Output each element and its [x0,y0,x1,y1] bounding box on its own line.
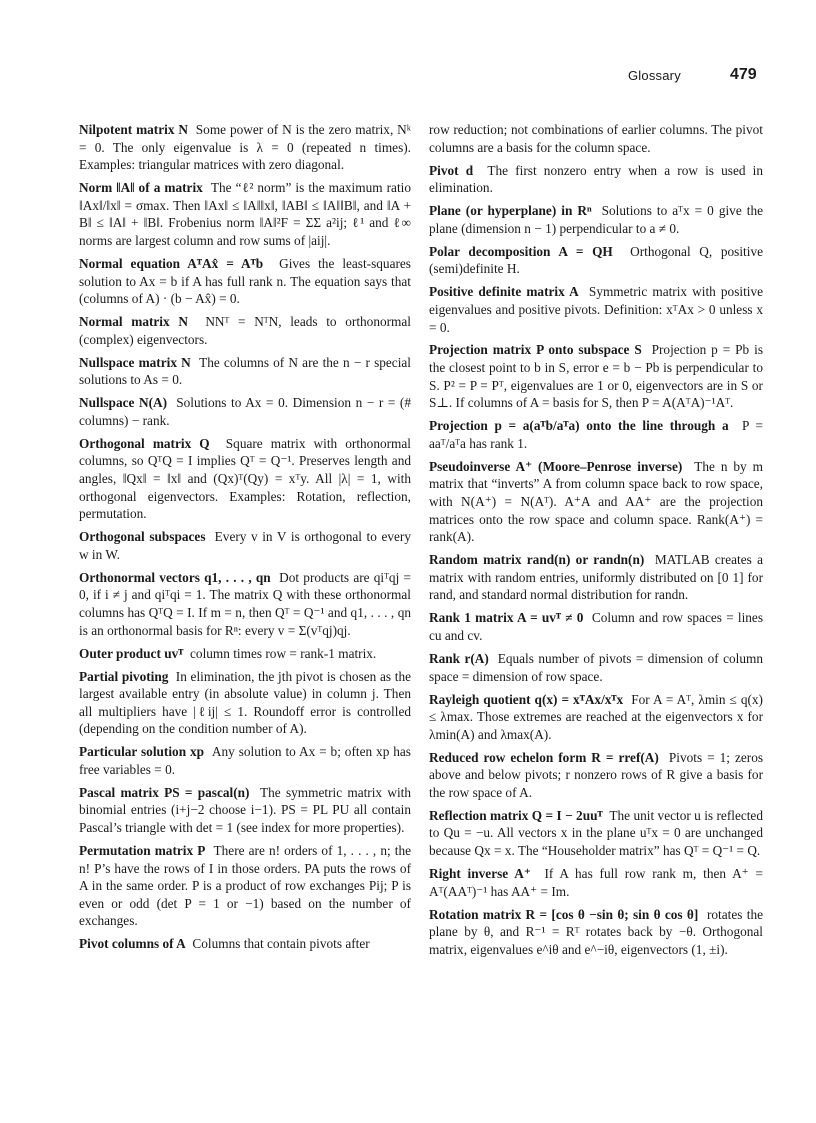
glossary-entry [429,650,763,685]
glossary-entry [79,255,411,308]
glossary-term: Normal matrix N [79,314,188,330]
glossary-definition: Gives the least-squares solution to Ax = b if A has full rank n. The equation says that (columns of A) · (b − Ax̂) = 0. [79,255,411,307]
glossary-entry [79,842,411,930]
glossary-entry [79,935,411,953]
glossary-definition: The unit vector u is reflected to Qu = −u. All vectors x in the plane uᵀx = 0 are unchanged because Qx = x. The “Householder matrix” has Qᵀ = Q⁻¹ = Q. [429,807,763,859]
glossary-term: Pivot columns of A [79,936,186,952]
glossary-term: Outer product uvᵀ [79,645,184,661]
glossary-term: Pivot d [429,162,474,178]
glossary-term: Random matrix rand(n) or randn(n) [429,552,645,568]
glossary-entry [79,121,411,174]
glossary-term: Reduced row echelon form R = rref(A) [429,749,659,765]
glossary-term: Rayleigh quotient q(x) = xᵀAx/xᵀx [429,691,624,707]
glossary-definition: Projection p = Pb is the closest point to b in S, error e = b − Pb is perpendicular to S. P² = P = Pᵀ, eigenvalues are 1 or 0, eigenvectors are in S or S⊥. If columns of A = basis for S, then P = A(AᵀA)⁻¹Aᵀ. [429,342,763,411]
glossary-entry [79,528,411,563]
glossary-term: Nilpotent matrix N [79,122,188,137]
glossary-definition: If A has full row rank m, then A⁺ = Aᵀ(AAᵀ)⁻¹ has AA⁺ = Im. [429,866,763,899]
glossary-entry [79,645,411,663]
glossary-term: Pseudoinverse A⁺ (Moore–Penrose inverse) [429,458,683,474]
glossary-term: Rotation matrix R = [cos θ −sin θ; sin θ cos θ] [429,906,699,922]
glossary-definition: row reduction; not combinations of earlier columns. The pivot columns are a basis for the column space. [429,122,763,155]
glossary-entry [429,243,763,278]
glossary-entry [429,283,763,336]
glossary-definition: Pivots = 1; zeros above and below pivots; r nonzero rows of R give a basis for the row space of A. [429,749,764,800]
right-column [429,121,763,964]
glossary-definition: For A = Aᵀ, λmin ≤ q(x) ≤ λmax. Those extremes are reached at the eigenvectors x for λmin(A) and λmax(A). [429,691,763,742]
glossary-entry [79,394,411,429]
glossary-entry [429,551,763,604]
glossary-entry [429,121,763,156]
glossary-entry [429,749,763,802]
glossary-term: Rank 1 matrix A = uvᵀ ≠ 0 [429,610,584,626]
glossary-definition: The n by m matrix that “inverts” A from column space back to row space, with N(A⁺) = N(Aᵀ). A⁺A and AA⁺ are the projection matrices onto the row space and column space. Rank(A⁺) = rank(A). [429,458,763,545]
glossary-entry [429,162,763,197]
glossary-entry [429,609,763,644]
glossary-entry [429,906,763,959]
glossary-definition: In elimination, the jth pivot is chosen as the largest available entry (in absolute value) in column j. Then all multipliers have |ℓij| ≤ 1. Roundoff error is controlled (depending on the condition number of A). [79,668,411,737]
running-head-section: Glossary [628,68,681,83]
glossary-term: Orthogonal subspaces [79,529,206,545]
glossary-definition: Orthogonal Q, positive (semi)definite H. [429,243,763,277]
glossary-term: Positive definite matrix A [429,284,579,300]
glossary-entry [79,743,411,778]
glossary-entry [79,569,411,639]
glossary-entry [79,179,411,249]
glossary-definition: column times row = rank-1 matrix. [190,645,377,661]
glossary-definition: MATLAB creates a matrix with random entries, uniformly distributed on [0 1] for rand, and standard normal distribution for randn. [429,552,763,603]
glossary-term: Right inverse A⁺ [429,866,531,882]
glossary-definition: Any solution to Ax = b; often xp has free variables = 0. [79,744,411,777]
page-header [0,66,816,88]
glossary-definition: Some power of N is the zero matrix, Nᵏ = 0. The only eigenvalue is λ = 0 (repeated n times). Examples: triangular matrices with zero diagonal. [79,122,411,173]
glossary-entry [429,417,763,452]
glossary-definition: The first nonzero entry when a row is used in elimination. [429,162,763,196]
glossary-term: Nullspace matrix N [79,354,191,370]
glossary-term: Plane (or hyperplane) in Rⁿ [429,203,592,219]
glossary-term: Orthonormal vectors q1, . . . , qn [79,569,271,585]
glossary-term: Orthogonal matrix Q [79,435,210,451]
glossary-definition: The columns of N are the n − r special solutions to As = 0. [79,354,411,388]
glossary-definition: Columns that contain pivots after [192,936,370,952]
glossary-definition: rotates the plane by θ, and R⁻¹ = Rᵀ rotates back by −θ. Orthogonal matrix, eigenvalues e^iθ and e^−iθ, eigenvectors (1, ±i). [429,906,764,957]
glossary-definition: Dot products are qiᵀqj = 0, if i ≠ j and qiᵀqi = 1. The matrix Q with these orthonormal columns has QᵀQ = I. If m = n, then Qᵀ = Q⁻¹ and q1, . . . , qn is an orthonormal basis for Rⁿ: every v = Σ(vᵀqj)qj. [79,569,411,638]
glossary-entry [79,313,411,348]
glossary-definition: NNᵀ = NᵀN, leads to orthonormal (complex) eigenvectors. [79,314,411,347]
glossary-entry [429,202,763,237]
glossary-definition: Equals number of pivots = dimension of column space = dimension of row space. [429,650,763,684]
left-column [79,121,411,958]
glossary-term: Permutation matrix P [79,843,206,859]
glossary-term: Projection p = a(aᵀb/aᵀa) onto the line through a [429,418,729,434]
glossary-entry [79,668,411,738]
glossary-term: Projection matrix P onto subspace S [429,342,642,358]
glossary-definition: Symmetric matrix with positive eigenvalues and positive pivots. Definition: xᵀAx > 0 unless x = 0. [429,284,764,335]
glossary-entry [429,691,763,744]
page-number: 479 [730,66,757,83]
glossary-entry [429,341,763,411]
glossary-term: Norm ‖A‖ of a matrix [79,180,203,196]
glossary-term: Partial pivoting [79,668,169,684]
glossary-definition: Every v in V is orthogonal to every w in W. [79,529,411,562]
glossary-definition: There are n! orders of 1, . . . , n; the n! P’s have the rows of I in those orders. PA puts the rows of A in the same order. P is a product of row exchanges Pij; P is even or odd (det P = 1 or −1) based on the number of exchanges. [79,843,411,929]
glossary-definition: Square matrix with orthonormal columns, so QᵀQ = I implies Qᵀ = Q⁻¹. Preserves length and angles, ‖Qx‖ = ‖x‖ and (Qx)ᵀ(Qy) = xᵀy. All |λ| = 1, with orthogonal eigenvectors. Examples: Rotation, reflection, permutation. [79,435,411,522]
glossary-definition: Column and row spaces = lines cu and cv. [429,610,763,643]
glossary-entry [79,784,411,837]
glossary-entry [429,865,763,900]
glossary-definition: Solutions to aᵀx = 0 give the plane (dimension n − 1) perpendicular to a ≠ 0. [429,203,763,236]
glossary-term: Particular solution xp [79,744,205,760]
glossary-entry [79,435,411,523]
glossary-entry [429,458,763,546]
glossary-definition: The symmetric matrix with binomial entries (i+j−2 choose i−1). PS = PL PU all contain Pascal’s triangle with det = 1 (see index for more properties). [79,784,411,836]
glossary-entry [79,354,411,389]
glossary-entry [429,807,763,860]
glossary-term: Rank r(A) [429,650,489,666]
glossary-definition: Solutions to Ax = 0. Dimension n − r = (# columns) − rank. [79,395,412,428]
glossary-term: Nullspace N(A) [79,395,168,411]
glossary-term: Pascal matrix PS = pascal(n) [79,784,250,800]
glossary-term: Reflection matrix Q = I − 2uuᵀ [429,807,603,823]
glossary-term: Polar decomposition A = QH [429,243,613,259]
glossary-definition: P = aaᵀ/aᵀa has rank 1. [429,418,763,451]
glossary-definition: The “ℓ² norm” is the maximum ratio ‖Ax‖/‖x‖ = σmax. Then ‖Ax‖ ≤ ‖A‖‖x‖, ‖AB‖ ≤ ‖A‖‖B‖, and ‖A + B‖ ≤ ‖A‖ + ‖B‖. Frobenius norm ‖A‖²F = ΣΣ a²ij; ℓ¹ and ℓ∞ norms are largest column and row sums of |aij|. [79,180,411,248]
glossary-term: Normal equation AᵀAx̂ = Aᵀb [79,255,264,271]
